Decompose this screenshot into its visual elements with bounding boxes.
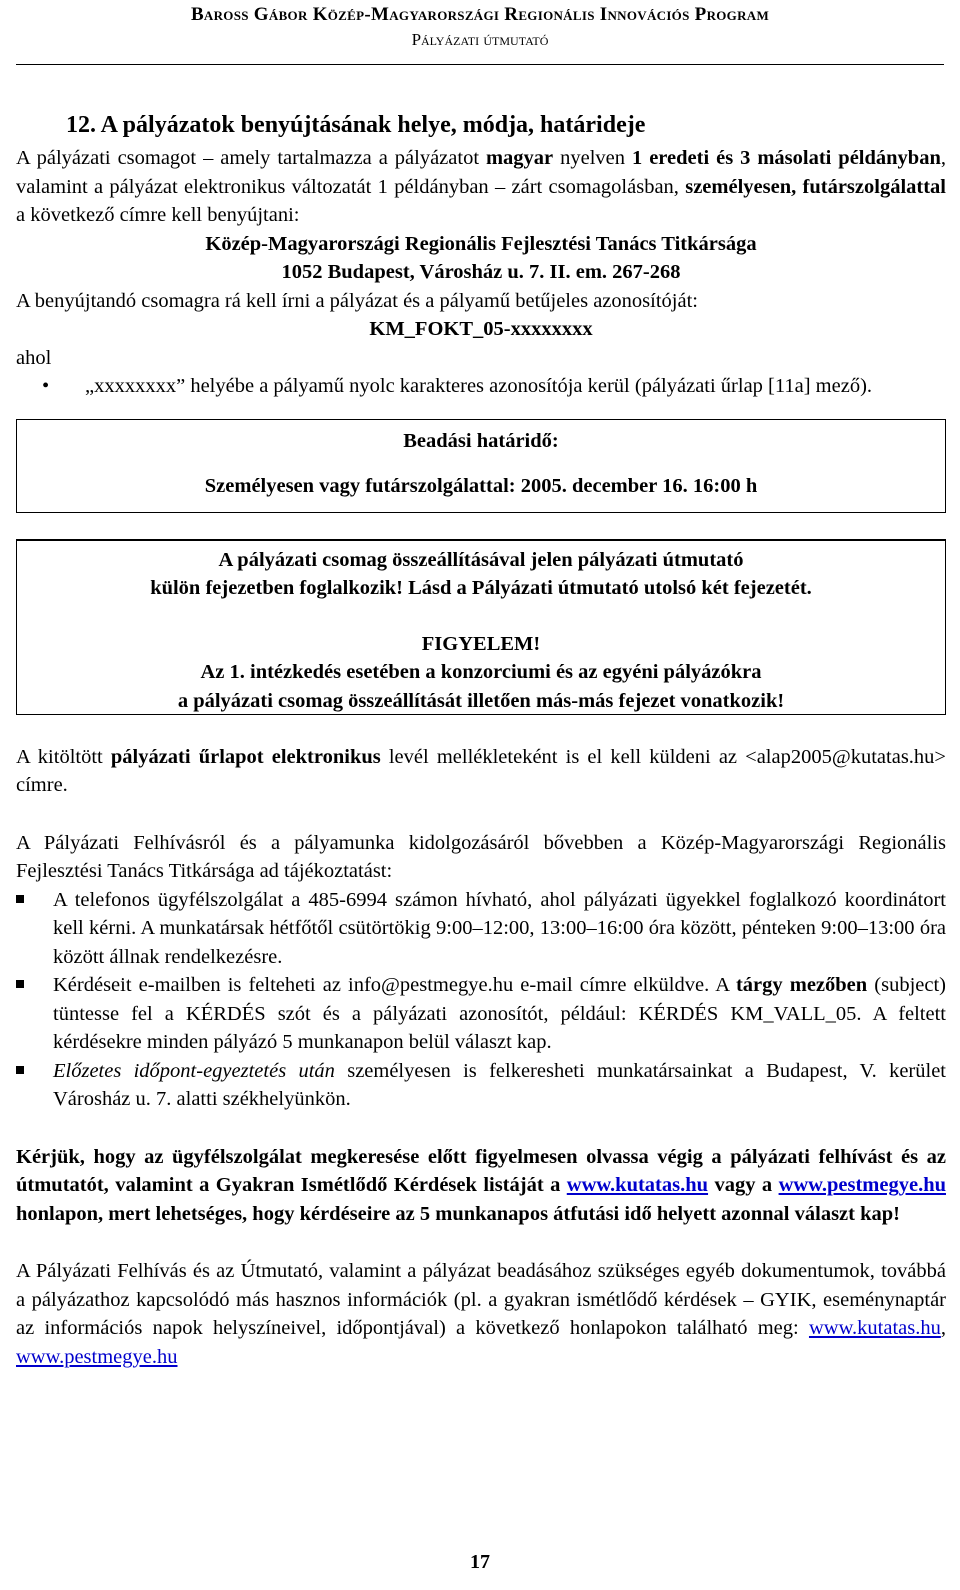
page-content <box>16 108 946 1371</box>
list-item <box>16 886 946 972</box>
text-run: A pályázati csomagot – amely tartalmazza a pályázatot <box>16 147 486 169</box>
bullet-icon: • <box>42 375 50 397</box>
notice-attention: FIGYELEM! <box>421 632 541 655</box>
square-bullet-icon <box>16 895 24 903</box>
square-bullet-icon <box>16 1066 24 1074</box>
program-title: Baross Gábor Közép-Magyarországi Regionális Innovációs Program <box>190 4 770 25</box>
kutatas-link[interactable]: www.kutatas.hu <box>566 1174 709 1196</box>
notice-line: A pályázati csomag összeállításával jelen pályázati útmutató <box>218 548 744 571</box>
text-run: A kitöltött <box>16 745 111 768</box>
notice-line: Az 1. intézkedés esetében a konzorciumi és az egyéni pályázókra <box>200 661 762 683</box>
page-header <box>0 2 960 52</box>
deadline-label: Beadási határidő: <box>403 429 559 452</box>
list-item <box>16 971 946 1057</box>
address-line-2: 1052 Budapest, Városház u. 7. II. em. 267-268 <box>281 261 681 283</box>
info-intro: A Pályázati Felhívásról és a pályamunka kidolgozásáról bővebben a Közép-Magyarországi Regionális Fejlesztési Tanács Titkársága ad tájékoztatást: <box>16 831 946 882</box>
text-run: , valamint a pályázat elektronikus változatát 1 példányban – zárt csomagolásban, <box>16 147 946 198</box>
pestmegye-link[interactable]: www.pestmegye.hu <box>778 1174 946 1196</box>
notice-line: a pályázati csomag összeállítását illetően más-más fejezet vonatkozik! <box>177 689 785 712</box>
submission-code: KM_FOKT_05-xxxxxxxx <box>369 318 593 340</box>
list-item <box>16 372 946 401</box>
header-divider <box>16 64 944 65</box>
text-run: A Pályázati Felhívás és az Útmutató, valamint a pályázat beadásához szükséges egyéb dokumentumok, továbbá a pályázathoz kapcsolódó más hasznos információk (pl. a gyakran ismétlődő kérdések – GYIK, eseménynaptár az információs napok helyszíneivel, időpontjával) a következő honlapokon található meg: <box>16 1260 946 1339</box>
deadline-box <box>16 419 946 513</box>
label-instruction: A benyújtandó csomagra rá kell írni a pályázat és a pályamű betűjeles azonosítóját: <box>16 289 698 312</box>
page-number: 17 <box>470 1551 490 1573</box>
text-run: honlapon, mert lehetséges, hogy kérdéseire az 5 munkanapos átfutási idő helyett azonnal választ kap! <box>16 1202 900 1225</box>
notice-line: külön fejezetben foglalkozik! Lásd a Pályázati útmutató utolsó két fejezetét. <box>150 577 812 599</box>
list-item-text: A telefonos ügyfélszolgálat a 485-6994 számon hívható, ahol pályázati ügyekkel foglalkozó koordinátort kell kérni. A munkatársak hétfőtől csütörtökig 9:00–12:00, 13:00–16:00 óra között, pénteken 9:00–13:00 óra között állnak rendelkezésre. <box>53 888 946 968</box>
text-run: Kérdéseit e-mailben is felteheti az info@pestmegye.hu e-mail címre elküldve. A <box>53 974 736 996</box>
document-subtitle: Pályázati útmutató <box>411 30 549 49</box>
text-run: a következő címre kell benyújtani: <box>16 204 300 226</box>
electronic-submission-paragraph <box>16 743 946 800</box>
square-bullet-icon <box>16 980 24 988</box>
list-item <box>16 1057 946 1114</box>
text-run: (subject) tüntesse fel a KÉRDÉS szót és a pályázati azonosítót, például: KÉRDÉS KM_VALL_05. A feltett kérdésekre minden pályázó 5 munkanapon belül választ kap. <box>53 974 946 1053</box>
kutatas-link[interactable]: www.kutatas.hu <box>808 1317 941 1339</box>
address-line-1: Közép-Magyarországi Regionális Fejlesztési Tanács Titkársága <box>205 232 757 255</box>
text-run-bold: személyesen, futárszolgálattal <box>685 175 947 198</box>
notice-box <box>16 539 946 715</box>
request-paragraph <box>16 1143 946 1229</box>
closing-paragraph <box>16 1257 946 1371</box>
where-label: ahol <box>16 346 52 369</box>
submission-paragraph <box>16 144 946 230</box>
text-run: , <box>940 1317 946 1339</box>
text-run-bold: 1 eredeti és 3 másolati példányban <box>631 147 941 169</box>
text-run-bold: magyar <box>485 147 554 169</box>
text-run-italic: Előzetes időpont-egyeztetés után <box>53 1059 335 1082</box>
deadline-value: Személyesen vagy futárszolgálattal: 2005. december 16. 16:00 h <box>204 474 758 497</box>
text-run-bold: pályázati űrlapot elektronikus <box>110 745 381 768</box>
info-list <box>16 886 946 1114</box>
section-title: 12. A pályázatok benyújtásának helye, módja, határideje <box>66 112 646 138</box>
text-run: levél mellékleteként is el kell küldeni az <alap2005@kutatas.hu> címre. <box>16 745 946 796</box>
list-item-text: „xxxxxxxx” helyébe a pályamű nyolc karakteres azonosítója kerül (pályázati űrlap [11a] mező). <box>85 375 873 397</box>
text-run: nyelven <box>553 147 632 169</box>
text-run-bold: tárgy mezőben <box>735 974 868 996</box>
text-run: személyesen is felkeresheti munkatársainkat a Budapest, V. kerület Városház u. 7. alatti székhelyünkön. <box>53 1059 946 1110</box>
text-run: vagy a <box>708 1174 779 1196</box>
text-run: Kérjük, hogy az ügyfélszolgálat megkeresése előtt figyelmesen olvassa végig a pályázati felhívást és az útmutatót, valamint a Gyakran Ismétlődő Kérdések listáját a <box>16 1145 946 1196</box>
code-bullet-list <box>16 372 946 401</box>
pestmegye-link[interactable]: www.pestmegye.hu <box>16 1345 178 1368</box>
